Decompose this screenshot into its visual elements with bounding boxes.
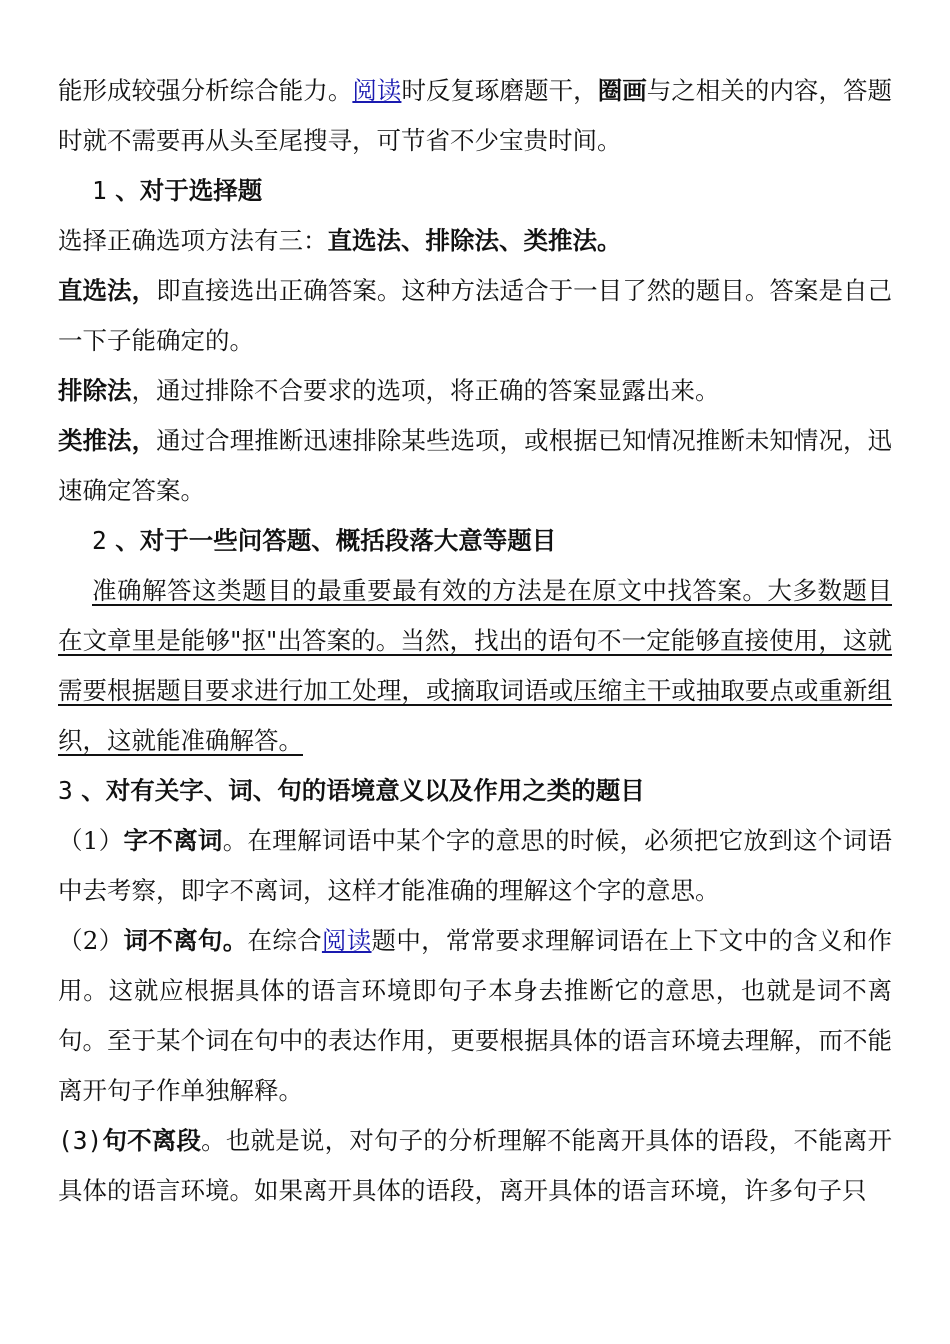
item-number: （1） xyxy=(58,826,124,855)
bold-term: 圈画 xyxy=(597,76,647,105)
bold-term: 句不离段 xyxy=(102,1126,202,1155)
paragraph-inference-method xyxy=(58,416,892,516)
heading-qa xyxy=(58,516,892,566)
heading-multiple-choice xyxy=(58,166,892,216)
reading-link[interactable]: 阅读 xyxy=(352,76,402,105)
text-span: 与之相关的内容，答题时就不需要再从头至尾搜寻，可节省不少宝贵时间。 xyxy=(58,76,893,155)
reading-link[interactable]: 阅读 xyxy=(321,926,372,955)
paragraph-methods xyxy=(58,216,892,266)
paragraph-intro xyxy=(58,66,892,166)
item-number: （2） xyxy=(58,926,124,955)
text-span: 题中，常常要求理解词语在上下文中的含义和作用。这就应根据具体的语言环境即句子本身去推断它的意思，也就是词不离句。至于某个词在句中的表达作用，更要根据具体的语言环境去理解，而不能离开句子作单独解释。 xyxy=(58,926,893,1105)
text-span: 即直接选出正确答案。这种方法适合于一目了然的题目。答案是自己一下子能确定的。 xyxy=(58,276,893,355)
paragraph-sentence-paragraph xyxy=(58,1116,892,1216)
item-number: (3) xyxy=(58,1126,103,1155)
heading-number: 3 xyxy=(58,776,73,805)
bold-term: 排除法 xyxy=(58,376,132,405)
heading-number: 1 xyxy=(92,176,107,205)
paragraph-direct-method xyxy=(58,266,892,366)
paragraph-elimination-method xyxy=(58,366,892,416)
heading-text: 、对有关字、词、句的语境意义以及作用之类的题目 xyxy=(72,776,645,805)
paragraph-char-word xyxy=(58,816,892,916)
text-span: 能形成较强分析综合能力。 xyxy=(58,76,353,105)
text-span: 。也就是说，对句子的分析理解不能离开具体的语段，不能离开具体的语言环境。如果离开具体的语段，离开具体的语言环境，许多句子只 xyxy=(58,1126,893,1205)
paragraph-word-sentence xyxy=(58,916,892,1116)
text-span: ，通过排除不合要求的选项，将正确的答案显露出来。 xyxy=(131,376,720,405)
heading-number: 2 xyxy=(92,526,107,555)
bold-term: 字不离词 xyxy=(123,826,223,855)
bold-term: 类推法， xyxy=(58,426,157,455)
text-span: 在综合 xyxy=(247,926,322,955)
text-span: 。在理解词语中某个字的意思的时候，必须把它放到这个词语中去考察，即字不离词，这样才能准确的理解这个字的意思。 xyxy=(58,826,893,905)
heading-context-meaning xyxy=(58,766,892,816)
paragraph-find-answer xyxy=(58,566,892,766)
text-span: 时反复琢磨题干， xyxy=(401,76,598,105)
heading-text: 、对于一些问答题、概括段落大意等题目 xyxy=(106,526,557,555)
text-span: 选择正确选项方法有三： xyxy=(58,226,328,255)
heading-text: 、对于选择题 xyxy=(106,176,263,205)
bold-term: 直选法、排除法、类推法。 xyxy=(327,226,622,255)
bold-term: 直选法， xyxy=(58,276,157,305)
text-span: 通过合理推断迅速排除某些选项，或根据已知情况推断未知情况，迅速确定答案。 xyxy=(58,426,893,505)
bold-term: 词不离句。 xyxy=(123,926,248,955)
underlined-text: 准确解答这类题目的最重要最有效的方法是在原文中找答案。大多数题目在文章里是能够"抠"出答案的。当然，找出的语句不一定能够直接使用，这就需要根据题目要求进行加工处理，或摘取词语或压缩主干或抽取要点或重新组织，这就能准确解答。 xyxy=(58,576,892,755)
